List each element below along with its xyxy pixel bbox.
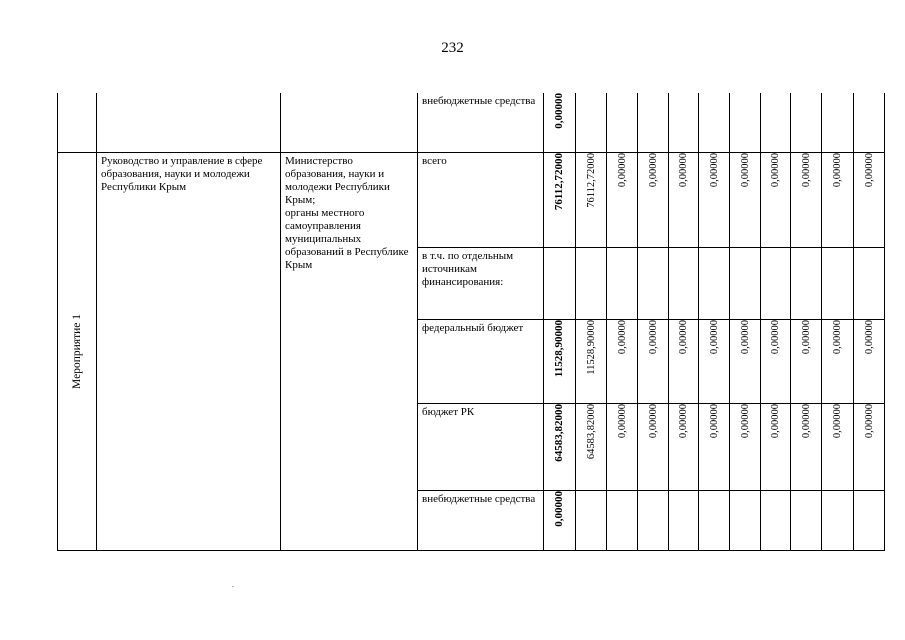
total-cell: [544, 152, 576, 247]
year-value: 0,00000: [800, 319, 812, 354]
year-value: 64583,82000: [585, 403, 597, 459]
total-value: 64583,82000: [553, 403, 565, 462]
year-cell: [854, 403, 885, 490]
empty-cell: [281, 93, 418, 152]
year-cell: [607, 403, 638, 490]
source-label: внебюджетные средства: [422, 492, 536, 505]
year-value: 0,00000: [616, 403, 628, 438]
total-value: 76112,72000: [553, 152, 565, 210]
year-cell: [576, 93, 607, 152]
year-value: 0,00000: [739, 319, 751, 354]
year-value: 0,00000: [770, 319, 781, 354]
year-cell: [761, 93, 791, 152]
year-cell: [791, 319, 822, 403]
year-cell: [638, 152, 669, 247]
source-cell: [418, 403, 544, 490]
source-label: всего: [422, 154, 447, 167]
year-cell: [791, 490, 822, 550]
source-cell: [418, 152, 544, 247]
year-cell: [791, 247, 822, 319]
year-cell: [761, 152, 791, 247]
year-cell: [822, 403, 854, 490]
year-cell: [638, 403, 669, 490]
year-value: 0,00000: [708, 403, 720, 438]
year-cell: [854, 490, 885, 550]
year-cell: [699, 93, 730, 152]
year-cell: [761, 319, 791, 403]
year-cell: [638, 93, 669, 152]
year-value: 0,00000: [739, 403, 751, 438]
total-value: 0,00000: [553, 93, 565, 129]
measure-name: Руководство и управление в сфере образования, науки и молодежи Республики Крым: [101, 154, 263, 193]
year-value: 0,00000: [770, 152, 781, 187]
budget-table: [57, 93, 885, 551]
year-cell: [669, 490, 699, 550]
year-value: 0,00000: [616, 319, 628, 354]
year-value: 0,00000: [739, 152, 751, 187]
year-value: 0,00000: [863, 319, 875, 354]
measure-name-cell: [97, 152, 281, 550]
year-value: 0,00000: [678, 319, 689, 354]
year-cell: [854, 247, 885, 319]
year-cell: [822, 319, 854, 403]
year-value: 0,00000: [616, 152, 628, 187]
year-cell: [607, 93, 638, 152]
year-cell: [576, 152, 607, 247]
year-cell: [699, 247, 730, 319]
year-cell: [854, 93, 885, 152]
year-cell: [576, 319, 607, 403]
total-cell: [544, 247, 576, 319]
year-cell: [761, 247, 791, 319]
year-value: 0,00000: [863, 152, 875, 187]
year-value: 11528,90000: [585, 319, 597, 375]
year-value: 0,00000: [647, 403, 659, 438]
year-cell: [699, 152, 730, 247]
year-cell: [607, 152, 638, 247]
empty-cell: [58, 93, 97, 152]
year-cell: [822, 490, 854, 550]
year-cell: [761, 403, 791, 490]
source-label: внебюджетные средства: [422, 95, 536, 107]
page-number: 232: [441, 40, 464, 56]
year-cell: [730, 319, 761, 403]
year-value: 0,00000: [708, 319, 720, 354]
year-value: 0,00000: [863, 403, 875, 438]
year-cell: [699, 319, 730, 403]
year-cell: [669, 93, 699, 152]
source-label: в т.ч. по отдельным источникам финансирования:: [422, 249, 514, 288]
year-cell: [730, 152, 761, 247]
year-cell: [669, 152, 699, 247]
executor-text: Министерство образования, науки и молодежи Республики Крым; органы местного самоуправления муниципальных образований в Республике Крым: [285, 154, 409, 271]
year-cell: [791, 93, 822, 152]
year-value: 0,00000: [832, 319, 843, 354]
year-cell: [699, 403, 730, 490]
year-value: 0,00000: [770, 403, 781, 438]
year-cell: [607, 319, 638, 403]
year-cell: [669, 247, 699, 319]
year-cell: [638, 490, 669, 550]
year-cell: [669, 403, 699, 490]
measure-label: Мероприятие 1: [70, 313, 83, 389]
year-cell: [576, 403, 607, 490]
year-cell: [730, 490, 761, 550]
year-cell: [791, 152, 822, 247]
year-cell: [822, 152, 854, 247]
year-cell: [607, 247, 638, 319]
year-value: 76112,72000: [585, 152, 597, 208]
total-cell: [544, 93, 576, 152]
year-cell: [822, 93, 854, 152]
year-value: 0,00000: [832, 152, 843, 187]
source-cell: [418, 247, 544, 319]
year-value: 0,00000: [647, 319, 659, 354]
year-cell: [638, 319, 669, 403]
year-cell: [730, 93, 761, 152]
total-cell: [544, 319, 576, 403]
year-cell: [576, 490, 607, 550]
executor-cell: [281, 152, 418, 550]
year-value: 0,00000: [708, 152, 720, 187]
source-label: бюджет РК: [422, 405, 475, 418]
year-value: 0,00000: [832, 403, 843, 438]
source-cell: [418, 93, 544, 152]
year-cell: [730, 403, 761, 490]
year-cell: [669, 319, 699, 403]
total-value: 11528,90000: [553, 319, 565, 377]
scan-speck: [232, 586, 234, 587]
year-cell: [822, 247, 854, 319]
total-cell: [544, 403, 576, 490]
year-cell: [638, 247, 669, 319]
total-cell: [544, 490, 576, 550]
year-cell: [854, 319, 885, 403]
empty-cell: [97, 93, 281, 152]
year-cell: [761, 490, 791, 550]
table-row-top: [58, 93, 885, 152]
measure-label-cell: [58, 152, 97, 550]
source-cell: [418, 319, 544, 403]
total-value: 0,00000: [553, 490, 565, 527]
year-cell: [854, 152, 885, 247]
source-label: федеральный бюджет: [422, 321, 524, 334]
year-cell: [791, 403, 822, 490]
year-value: 0,00000: [800, 403, 812, 438]
table-row: [58, 152, 885, 247]
year-value: 0,00000: [678, 403, 689, 438]
year-value: 0,00000: [678, 152, 689, 187]
year-cell: [699, 490, 730, 550]
year-value: 0,00000: [800, 152, 812, 187]
year-cell: [730, 247, 761, 319]
year-cell: [607, 490, 638, 550]
year-value: 0,00000: [647, 152, 659, 187]
source-cell: [418, 490, 544, 550]
year-cell: [576, 247, 607, 319]
